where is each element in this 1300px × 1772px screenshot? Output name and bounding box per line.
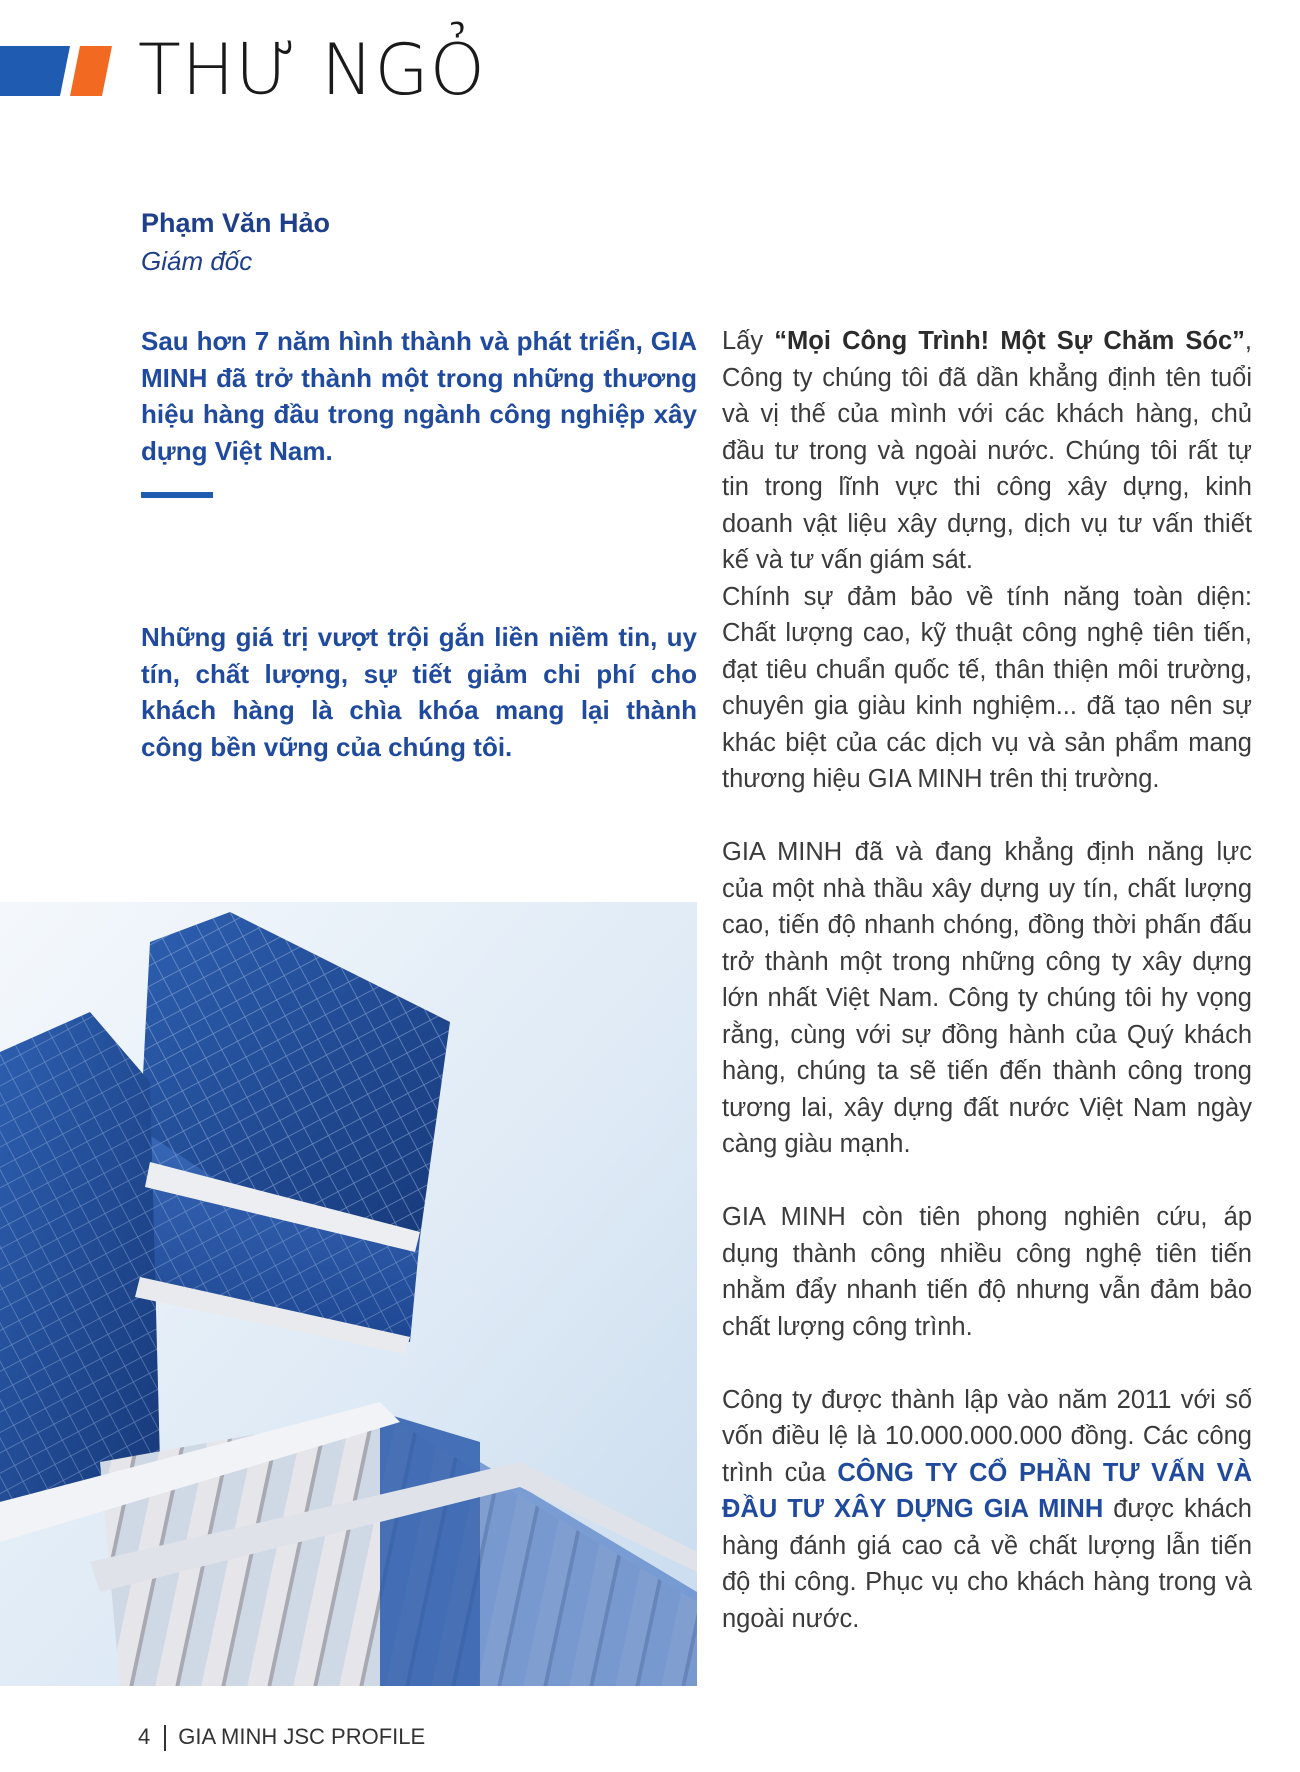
section-divider xyxy=(141,492,213,498)
body-text xyxy=(722,323,1252,1637)
company-name: CÔNG TY CỔ PHẦN TƯ VẤN VÀ ĐẦU TƯ XÂY DỰNG GIA MINH xyxy=(722,1458,1252,1523)
lead-paragraph-2: Những giá trị vượt trội gắn liền niềm tin, uy tín, chất lượng, sự tiết giảm chi phí cho khách hàng là chìa khóa mang lại thành công bền vững của chúng tôi. xyxy=(141,622,697,762)
body-paragraph-3: GIA MINH đã và đang khẳng định năng lực của một nhà thầu xây dựng uy tín, chất lượng cao, tiến độ nhanh chóng, đồng thời phấn đấu trở thành một trong những công ty xây dựng lớn nhất Việt Nam. Công ty chúng tôi hy vọng rằng, cùng với sự đồng hành của Quý khách hàng, chúng ta sẽ tiến đến thành công trong tương lai, xây dựng đất nước Việt Nam ngày càng giàu mạnh. xyxy=(722,838,1252,1158)
body-paragraph-4: GIA MINH còn tiên phong nghiên cứu, áp dụng thành công nhiều công nghệ tiên tiến nhằm đẩy nhanh tiến độ nhưng vẫn đảm bảo chất lượng công trình. xyxy=(722,1203,1252,1341)
body-paragraph-5-lead: Công ty được thành lập vào năm 2011 với số vốn điều lệ là 10.000.000.000 đồng. Các công trình của xyxy=(722,1385,1252,1487)
body-paragraph-1-lead: Lấy xyxy=(722,327,775,355)
body-paragraph-5-rest: được khách hàng đánh giá cao cả về chất lượng lẫn tiến độ thi công. Phục vụ cho khách hàng trong và ngoài nước. xyxy=(722,1495,1252,1633)
author-name: Phạm Văn Hảo xyxy=(141,208,331,238)
header-accent-bars xyxy=(0,46,112,96)
body-paragraph-1 xyxy=(722,323,1252,579)
body-paragraph-2: Chính sự đảm bảo về tính năng toàn diện: Chất lượng cao, kỹ thuật công nghệ tiên tiến, đạt tiêu chuẩn quốc tế, thân thiện môi trường, chuyên gia giàu kinh nghiệm... đã tạo nên sự khác biệt của các dịch vụ và sản phẩm mang thương hiệu GIA MINH trên thị trường. xyxy=(722,582,1252,793)
slogan-quote: “Mọi Công Trình! Một Sự Chăm Sóc” xyxy=(774,327,1245,355)
lead-paragraph-1: Sau hơn 7 năm hình thành và phát triển, GIA MINH đã trở thành một trong những thương hiệu hàng đầu trong ngành công nghiệp xây dựng Việt Nam. xyxy=(141,326,697,466)
orange-accent-bar xyxy=(70,46,112,96)
page-footer xyxy=(138,1724,425,1751)
footer-label: GIA MINH JSC PROFILE xyxy=(178,1724,426,1749)
podium-glass xyxy=(380,1412,480,1686)
body-paragraph-1-rest: , Công ty chúng tôi đã dần khẳng định tên tuổi và vị thế của mình với các khách hàng, chủ đầu tư trong và ngoài nước. Chúng tôi rất tự tin trong lĩnh vực thi công xây dựng, kinh doanh vật liệu xây dựng, dịch vụ tư vấn thiết kế và tư vấn giám sát. xyxy=(722,327,1252,574)
author-title: Giám đốc xyxy=(141,246,253,276)
building-photo xyxy=(0,902,697,1686)
blue-accent-bar xyxy=(0,46,70,96)
footer-separator xyxy=(164,1725,166,1751)
body-paragraph-5 xyxy=(722,1382,1252,1638)
page-title: THƯ NGỎ xyxy=(138,29,486,111)
page-number: 4 xyxy=(138,1724,151,1749)
